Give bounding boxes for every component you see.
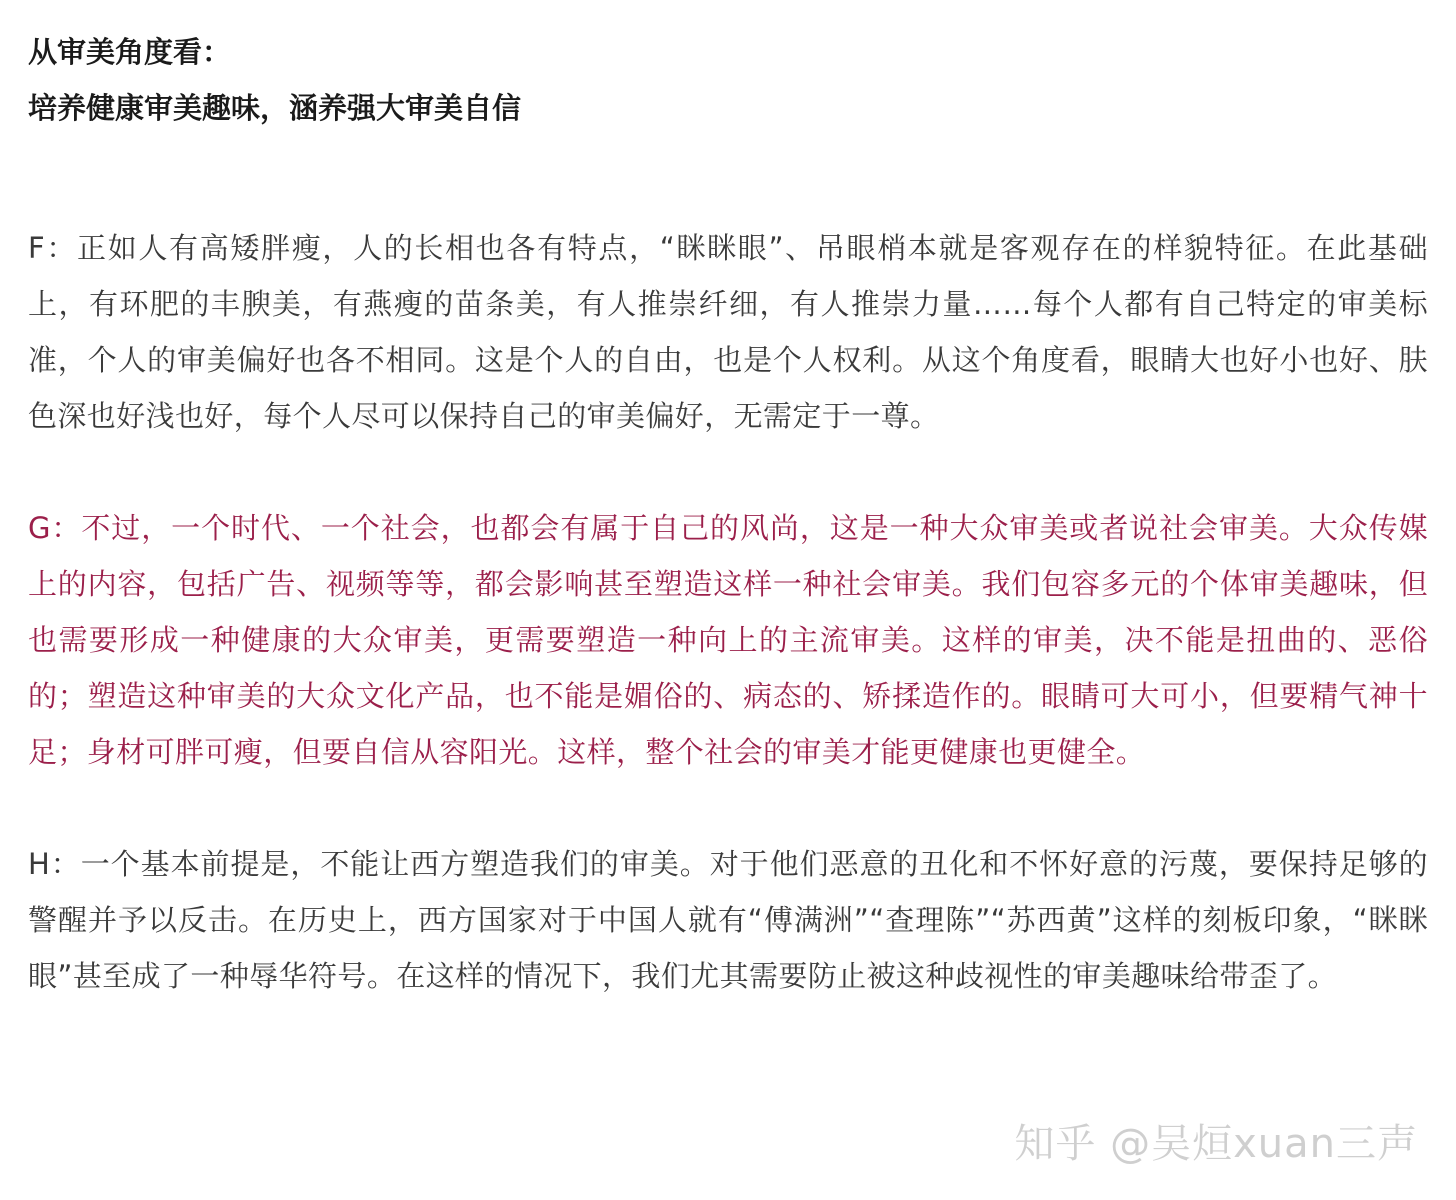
zhihu-watermark: 知乎 @吴烜xuan三声 xyxy=(1014,1121,1418,1167)
section-subheading: 培养健康审美趣味，涵养强大审美自信 xyxy=(28,91,522,125)
section-heading: 从审美角度看： xyxy=(28,35,232,69)
article-body xyxy=(28,0,1428,1004)
paragraph-h: H：一个基本前提是，不能让西方塑造我们的审美。对于他们恶意的丑化和不怀好意的污蔑，要保持足够的警醒并予以反击。在历史上，西方国家对于中国人就有“傅满洲”“查理陈”“苏西黄”这样的刻板印象，“眯眯眼”甚至成了一种辱华符号。在这样的情况下，我们尤其需要防止被这种歧视性的审美趣味给带歪了。 xyxy=(28,847,1428,993)
paragraph-f: F：正如人有高矮胖瘦，人的长相也各有特点，“眯眯眼”、吊眼梢本就是客观存在的样貌特征。在此基础上，有环肥的丰腴美，有燕瘦的苗条美，有人推崇纤细，有人推崇力量……每个人都有自己特定的审美标准，个人的审美偏好也各不相同。这是个人的自由，也是个人权利。从这个角度看，眼睛大也好小也好、肤色深也好浅也好，每个人尽可以保持自己的审美偏好，无需定于一尊。 xyxy=(28,231,1428,433)
paragraph-g-highlighted: G：不过，一个时代、一个社会，也都会有属于自己的风尚，这是一种大众审美或者说社会审美。大众传媒上的内容，包括广告、视频等等，都会影响甚至塑造这样一种社会审美。我们包容多元的个体审美趣味，但也需要形成一种健康的大众审美，更需要塑造一种向上的主流审美。这样的审美，决不能是扭曲的、恶俗的；塑造这种审美的大众文化产品，也不能是媚俗的、病态的、矫揉造作的。眼睛可大可小，但要精气神十足；身材可胖可瘦，但要自信从容阳光。这样，整个社会的审美才能更健康也更健全。 xyxy=(28,511,1428,769)
